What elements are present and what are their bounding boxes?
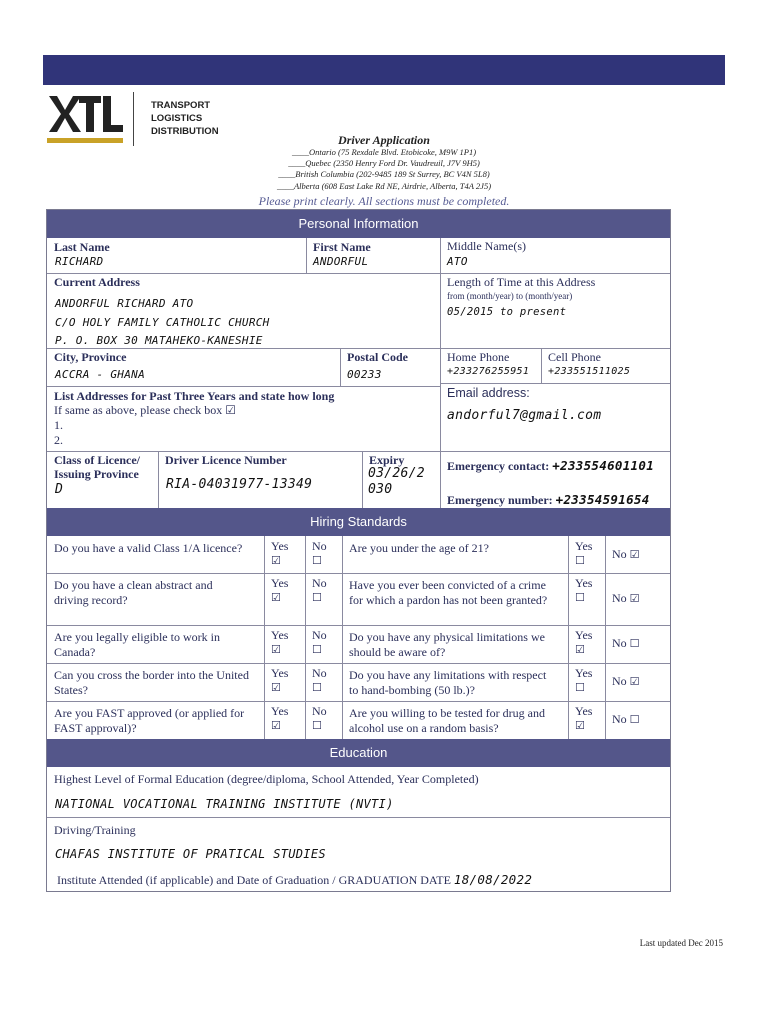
email-label: Email address: [447,386,530,400]
current-address-label: Current Address [54,275,140,289]
yes-label: Yes [271,704,289,718]
yes-label: Yes [575,666,593,680]
top-banner [43,55,725,85]
cell-phone-value[interactable]: +233551511025 [548,366,631,377]
first-name-value[interactable]: ANDORFUL [313,255,369,268]
postal-code-label: Postal Code [347,350,408,364]
address-line-1[interactable]: ANDORFUL RICHARD ATO [55,297,194,310]
right-no-option[interactable] [612,674,640,689]
right-no-option[interactable] [612,636,640,651]
right-yes-option[interactable] [575,576,592,605]
cell-phone-label: Cell Phone [548,350,601,364]
application-form [46,209,671,892]
time-at-address-label: Length of Time at this Address [447,275,596,289]
location-ontario: ____Ontario (75 Rexdale Blvd. Etobicoke, M9W 1P1) [291,147,477,157]
right-yes-option[interactable] [575,666,592,695]
no-label: No [612,712,630,726]
row-divider [47,663,670,664]
hiring-question-left: Are you FAST approved (or applied for FAST approval)? [54,706,245,735]
last-name-label: Last Name [54,240,110,254]
section-education: Education [47,739,670,767]
row-divider [47,701,670,702]
highest-education-value[interactable]: NATIONAL VOCATIONAL TRAINING INSTITUTE (NVTI) [55,797,394,811]
home-phone-label: Home Phone [447,350,510,364]
yes-label: Yes [271,576,289,590]
no-label: No [612,636,630,650]
checked-box-icon[interactable]: ☑ [629,548,640,561]
yes-label: Yes [575,704,593,718]
column-divider [342,536,343,739]
empty-box-icon[interactable]: ☐ [312,719,322,732]
empty-box-icon[interactable]: ☐ [312,591,322,604]
emergency-contact-value[interactable]: +233554601101 [552,458,655,473]
institute-graduation-row [57,873,532,887]
checked-box-icon[interactable]: ☑ [271,554,281,567]
emergency-contact-label: Emergency contact: [447,459,550,473]
empty-box-icon[interactable]: ☐ [312,681,322,694]
location-british-columbia: ____British Columbia (202-9485 189 St Surrey, BC V4N 5L8) [278,169,490,179]
checked-box-icon[interactable]: ☑ [575,643,585,656]
postal-code-value[interactable]: 00233 [347,368,382,381]
instructions: Please print clearly. All sections must be completed. [258,194,510,208]
institute-graduation-label: Institute Attended (if applicable) and Date of Graduation / GRADUATION DATE [57,873,451,887]
left-no-option[interactable] [312,628,327,657]
section-personal-information: Personal Information [47,210,670,238]
no-label: No [312,704,327,718]
hiring-question-left: Can you cross the border into the United States? [54,668,249,697]
licence-number-label: Driver Licence Number [165,453,287,467]
empty-box-icon[interactable]: ☐ [575,591,585,604]
no-label: No [612,547,630,561]
address-line-2[interactable]: C/O HOLY FAMILY CATHOLIC CHURCH [55,316,270,329]
empty-box-icon[interactable]: ☐ [629,637,640,650]
column-divider [264,536,265,739]
right-yes-option[interactable] [575,704,592,733]
column-divider [305,536,306,739]
hiring-question-left: Do you have a clean abstract and driving record? [54,578,213,607]
right-no-option[interactable] [612,712,640,727]
hiring-question-left: Are you legally eligible to work in Canada? [54,630,220,659]
emergency-number-label: Emergency number: [447,493,553,507]
previous-address-1[interactable]: 1. [54,418,63,432]
emergency-contact-row [447,459,654,473]
checked-box-icon[interactable]: ☑ [575,719,585,732]
last-name-value[interactable]: RICHARD [55,255,104,268]
hiring-question-right: Have you ever been convicted of a crime for which a pardon has not been granted? [349,578,548,607]
checked-box-icon[interactable]: ☑ [271,681,281,694]
logo-tagline: TRANSPORT LOGISTICS DISTRIBUTION [151,100,219,137]
right-yes-option[interactable] [575,628,592,657]
graduation-date-value[interactable]: 18/08/2022 [453,872,533,887]
location-quebec: ____Quebec (2350 Henry Ford Dr. Vaudreuil, J7V 9H5) [288,158,480,168]
expiry-label: Expiry [369,453,405,467]
left-yes-option[interactable] [271,704,288,733]
email-value[interactable]: andorful7@gmail.com [447,408,602,423]
checked-box-icon[interactable]: ☑ [271,643,281,656]
no-label: No [312,666,327,680]
empty-box-icon[interactable]: ☐ [575,681,585,694]
highest-education-label: Highest Level of Formal Education (degree/diploma, School Attended, Year Completed) [54,772,479,786]
last-updated-note: Last updated Dec 2015 [639,938,723,948]
same-address-checkbox[interactable]: ☑ [225,403,237,417]
expiry-value[interactable]: 03/26/2 030 [368,466,425,497]
row-divider [47,625,670,626]
yes-label: Yes [271,539,289,553]
checked-box-icon[interactable]: ☑ [629,675,640,688]
right-yes-option[interactable] [575,539,592,568]
hiring-question-right: Do you have any physical limitations we should be aware of? [349,630,545,659]
no-label: No [612,591,630,605]
emergency-number-row [447,493,650,507]
middle-name-label: Middle Name(s) [447,239,526,253]
section-hiring-standards: Hiring Standards [47,508,670,536]
left-no-option[interactable] [312,666,327,695]
left-no-option[interactable] [312,704,327,733]
checked-box-icon[interactable]: ☑ [271,591,281,604]
driving-training-label: Driving/Training [54,823,136,837]
hiring-question-right: Are you willing to be tested for drug and alcohol use on a random basis? [349,706,545,735]
no-label: No [312,576,327,590]
hiring-question-right: Do you have any limitations with respect to hand-bombing (50 lb.)? [349,668,547,697]
empty-box-icon[interactable]: ☐ [312,554,322,567]
application-title: Driver Application [338,133,430,147]
location-alberta: ____Alberta (608 East Lake Rd NE, Airdrie, Alberta, T4A 2J5) [276,181,492,191]
same-address-instruction: If same as above, please check box ☑ [54,403,237,417]
city-province-value[interactable]: ACCRA - GHANA [55,368,145,381]
emergency-number-value[interactable]: +23354591654 [555,492,650,507]
no-label: No [612,674,630,688]
middle-name-value[interactable]: ATO [447,255,468,268]
hiring-question-right: Are you under the age of 21? [349,541,489,555]
column-divider [605,536,606,739]
checked-box-icon[interactable]: ☑ [271,719,281,732]
yes-label: Yes [271,628,289,642]
first-name-label: First Name [313,240,371,254]
yes-label: Yes [271,666,289,680]
hiring-question-left: Do you have a valid Class 1/A licence? [54,541,243,555]
empty-box-icon[interactable]: ☐ [629,713,640,726]
left-yes-option[interactable] [271,539,288,568]
address-line-3[interactable]: P. O. BOX 30 MATAHEKO-KANESHIE [55,334,263,347]
licence-class-label: Class of Licence/ Issuing Province [54,453,140,481]
left-no-option[interactable] [312,539,327,568]
empty-box-icon[interactable]: ☐ [312,643,322,656]
empty-box-icon[interactable]: ☐ [575,554,585,567]
checked-box-icon[interactable]: ☑ [629,592,640,605]
previous-address-2[interactable]: 2. [54,433,63,447]
left-yes-option[interactable] [271,628,288,657]
time-at-address-sublabel: from (month/year) to (month/year) [447,291,573,301]
left-no-option[interactable] [312,576,327,605]
previous-addresses-label: List Addresses for Past Three Years and state how long [54,389,335,403]
city-province-label: City, Province [54,350,127,364]
row-divider [47,573,670,574]
no-label: No [312,628,327,642]
yes-label: Yes [575,539,593,553]
yes-label: Yes [575,576,593,590]
yes-label: Yes [575,628,593,642]
right-no-option[interactable] [612,591,640,606]
no-label: No [312,539,327,553]
licence-class-value[interactable]: D [55,482,64,497]
time-at-address-value[interactable]: 05/2015 to present [447,306,567,318]
left-yes-option[interactable] [271,576,288,605]
home-phone-value[interactable]: +233276255951 [447,366,530,377]
left-yes-option[interactable] [271,666,288,695]
licence-number-value[interactable]: RIA-04031977-13349 [166,477,313,492]
driving-training-value[interactable]: CHAFAS INSTITUTE OF PRATICAL STUDIES [55,847,326,861]
column-divider [568,536,569,739]
right-no-option[interactable] [612,547,640,562]
